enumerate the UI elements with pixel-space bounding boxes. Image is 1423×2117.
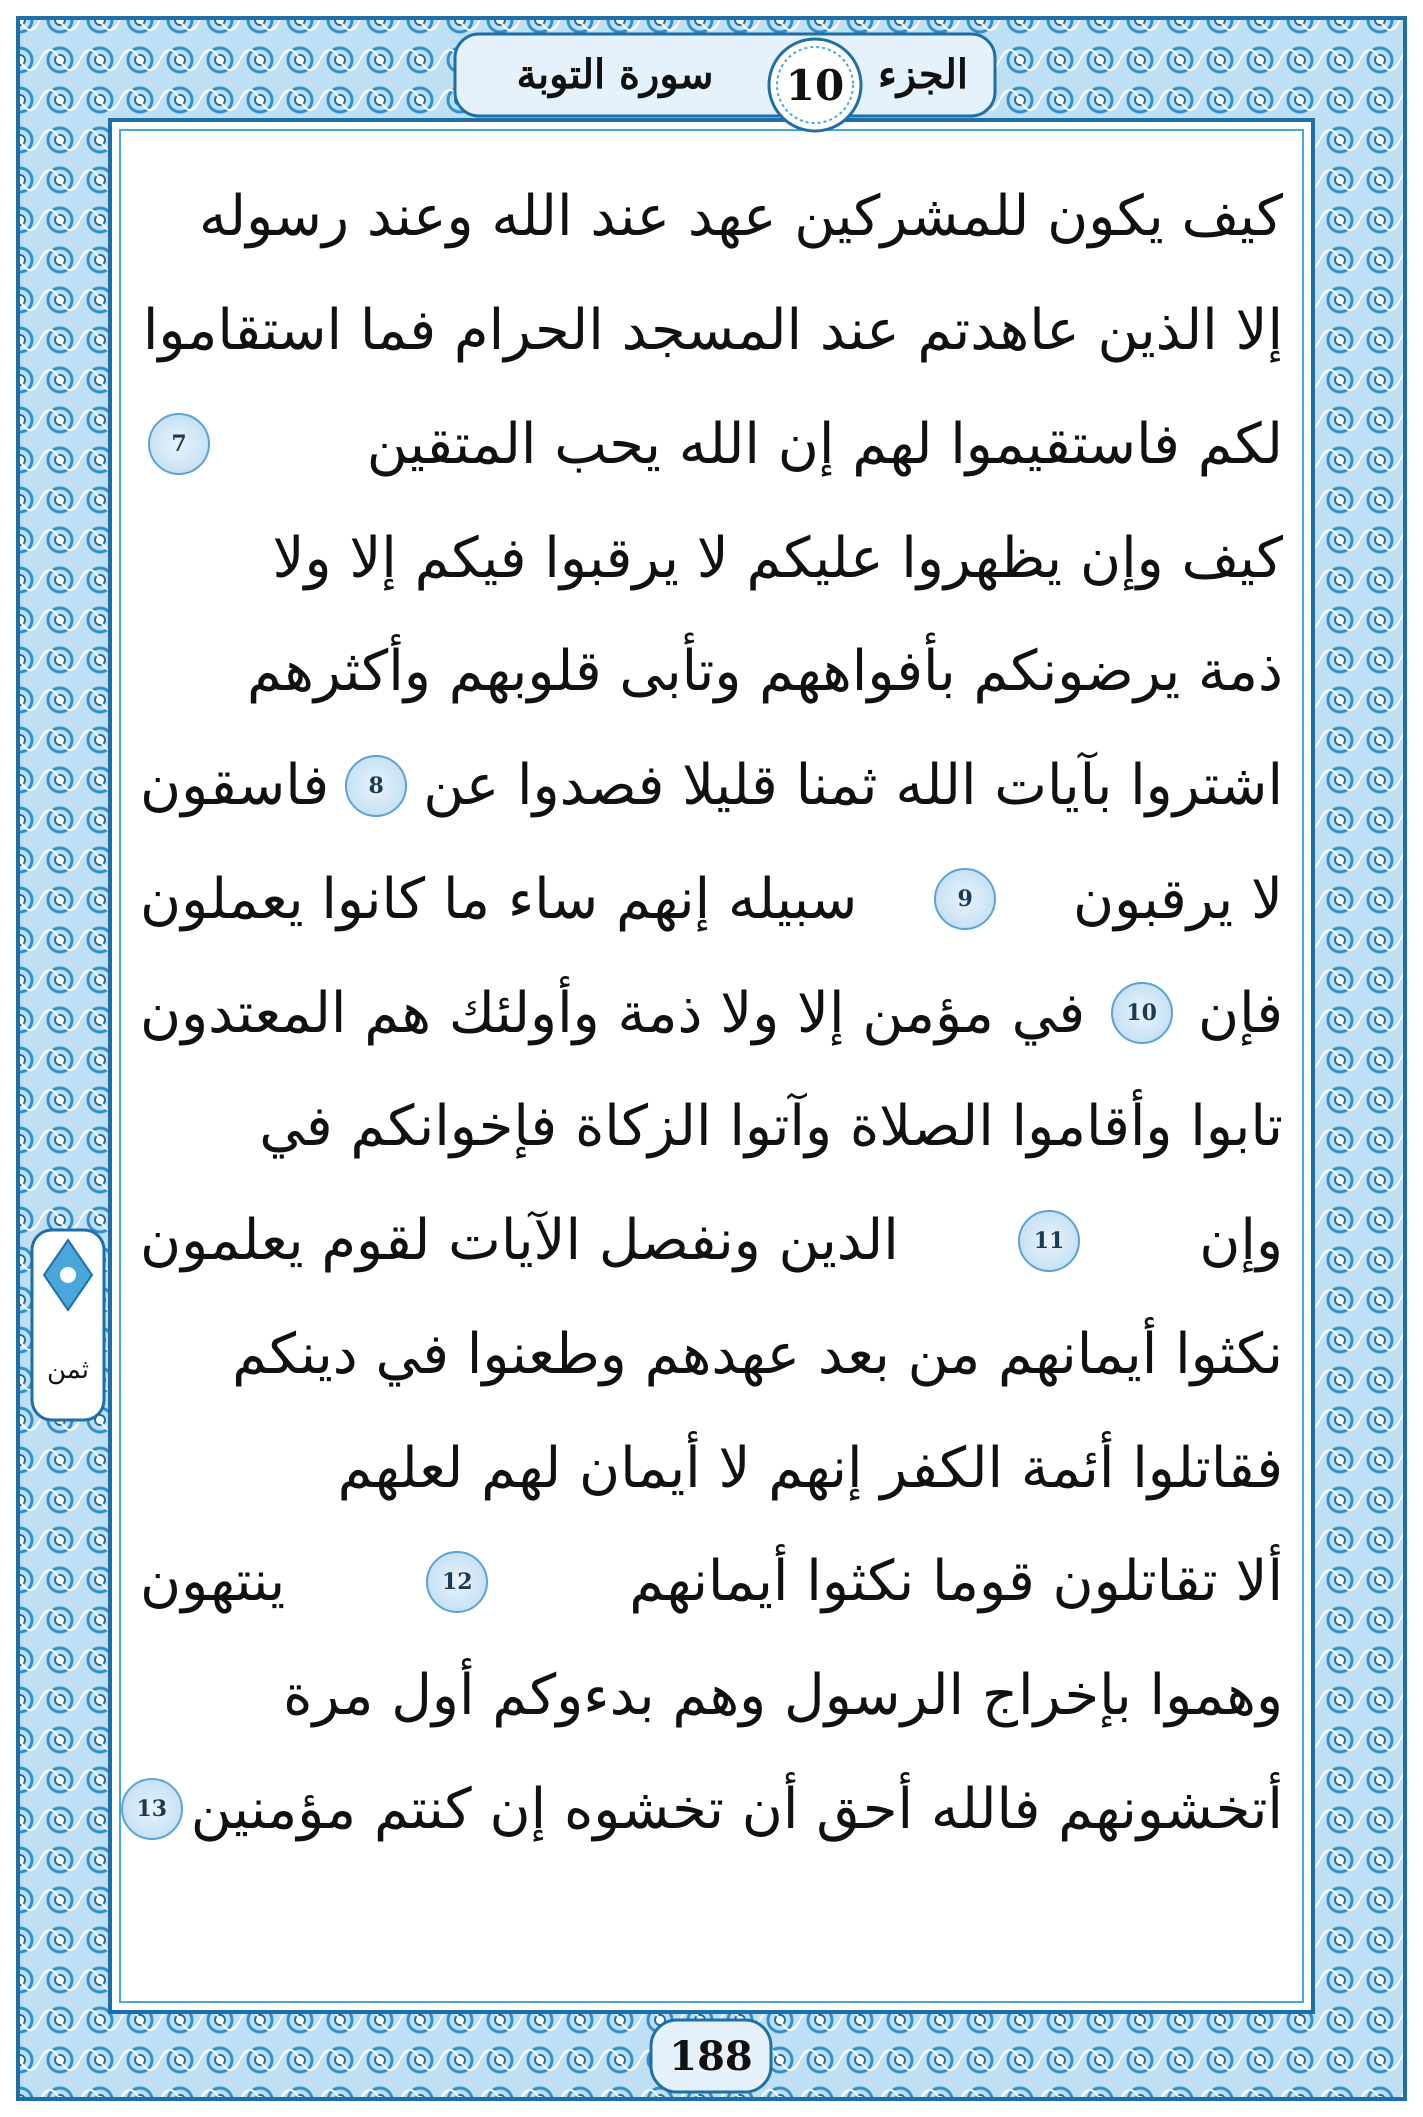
- line-text: فاسقون: [140, 753, 330, 819]
- surah-name: سورة التوبة: [516, 50, 714, 98]
- text-line: [140, 501, 1283, 615]
- line-text: اشتروا بآيات الله ثمنا قليلا فصدوا عن: [423, 753, 1283, 819]
- line-text: كيف وإن يظهروا عليكم لا يرقبوا فيكم إلا ولا: [272, 525, 1283, 591]
- line-text: تابوا وأقاموا الصلاة وآتوا الزكاة فإخوانكم في: [259, 1094, 1283, 1160]
- line-text: سبيله إنهم ساء ما كانوا يعملون: [140, 866, 858, 932]
- page-number: 188: [669, 2032, 753, 2080]
- ayah-number-marker: 7: [148, 413, 210, 475]
- text-line: [140, 1184, 1283, 1298]
- line-text: ألا تقاتلون قوما نكثوا أيمانهم: [629, 1549, 1283, 1615]
- juz-label: الجزء: [878, 50, 968, 98]
- text-line: [140, 388, 1283, 502]
- text-line: [140, 843, 1283, 957]
- text-line: [140, 160, 1283, 274]
- line-text: إلا الذين عاهدتم عند المسجد الحرام فما استقاموا: [142, 298, 1283, 364]
- line-text: الدين ونفصل الآيات لقوم يعلمون: [140, 1208, 899, 1274]
- text-line: [140, 615, 1283, 729]
- text-line: [140, 1070, 1283, 1184]
- ayah-number-marker: 8: [345, 755, 407, 817]
- text-line: [140, 274, 1283, 388]
- line-text: أتخشونهم فالله أحق أن تخشوه إن كنتم مؤمنين: [190, 1776, 1283, 1842]
- text-line: [140, 1639, 1283, 1753]
- line-text: في مؤمن إلا ولا ذمة وأولئك هم المعتدون: [140, 980, 1086, 1046]
- quran-text: [136, 160, 1283, 1980]
- line-text: فإن: [1198, 980, 1283, 1046]
- line-text: نكثوا أيمانهم من بعد عهدهم وطعنوا في دينكم: [232, 1321, 1283, 1387]
- ayah-number-marker: 13: [121, 1778, 183, 1840]
- ayah-number-marker: 9: [934, 868, 996, 930]
- ayah-number-marker: 10: [1111, 982, 1173, 1044]
- text-line: [140, 1525, 1283, 1639]
- line-text: لا يرقبون: [1073, 866, 1283, 932]
- text-line: [140, 1411, 1283, 1525]
- juz-number: 10: [785, 60, 845, 110]
- ayah-number-marker: 12: [426, 1551, 488, 1613]
- line-text: ينتهون: [140, 1549, 286, 1615]
- line-text: وهموا بإخراج الرسول وهم بدءوكم أول مرة: [283, 1663, 1283, 1729]
- line-text: لكم فاستقيموا لهم إن الله يحب المتقين: [366, 411, 1283, 477]
- ayah-number-marker: 11: [1018, 1210, 1080, 1272]
- line-text: ذمة يرضونكم بأفواههم وتأبى قلوبهم وأكثرهم: [247, 639, 1283, 705]
- text-line: [136, 1753, 1283, 1867]
- text-line: [140, 956, 1283, 1070]
- line-text: فقاتلوا أئمة الكفر إنهم لا أيمان لهم لعلهم: [337, 1435, 1283, 1501]
- text-line: [140, 729, 1283, 843]
- hizb-marker-label: ثمن: [46, 1355, 90, 1385]
- line-text: كيف يكون للمشركين عهد عند الله وعند رسوله: [199, 184, 1283, 250]
- line-text: وإن: [1199, 1208, 1283, 1274]
- text-line: [140, 1298, 1283, 1412]
